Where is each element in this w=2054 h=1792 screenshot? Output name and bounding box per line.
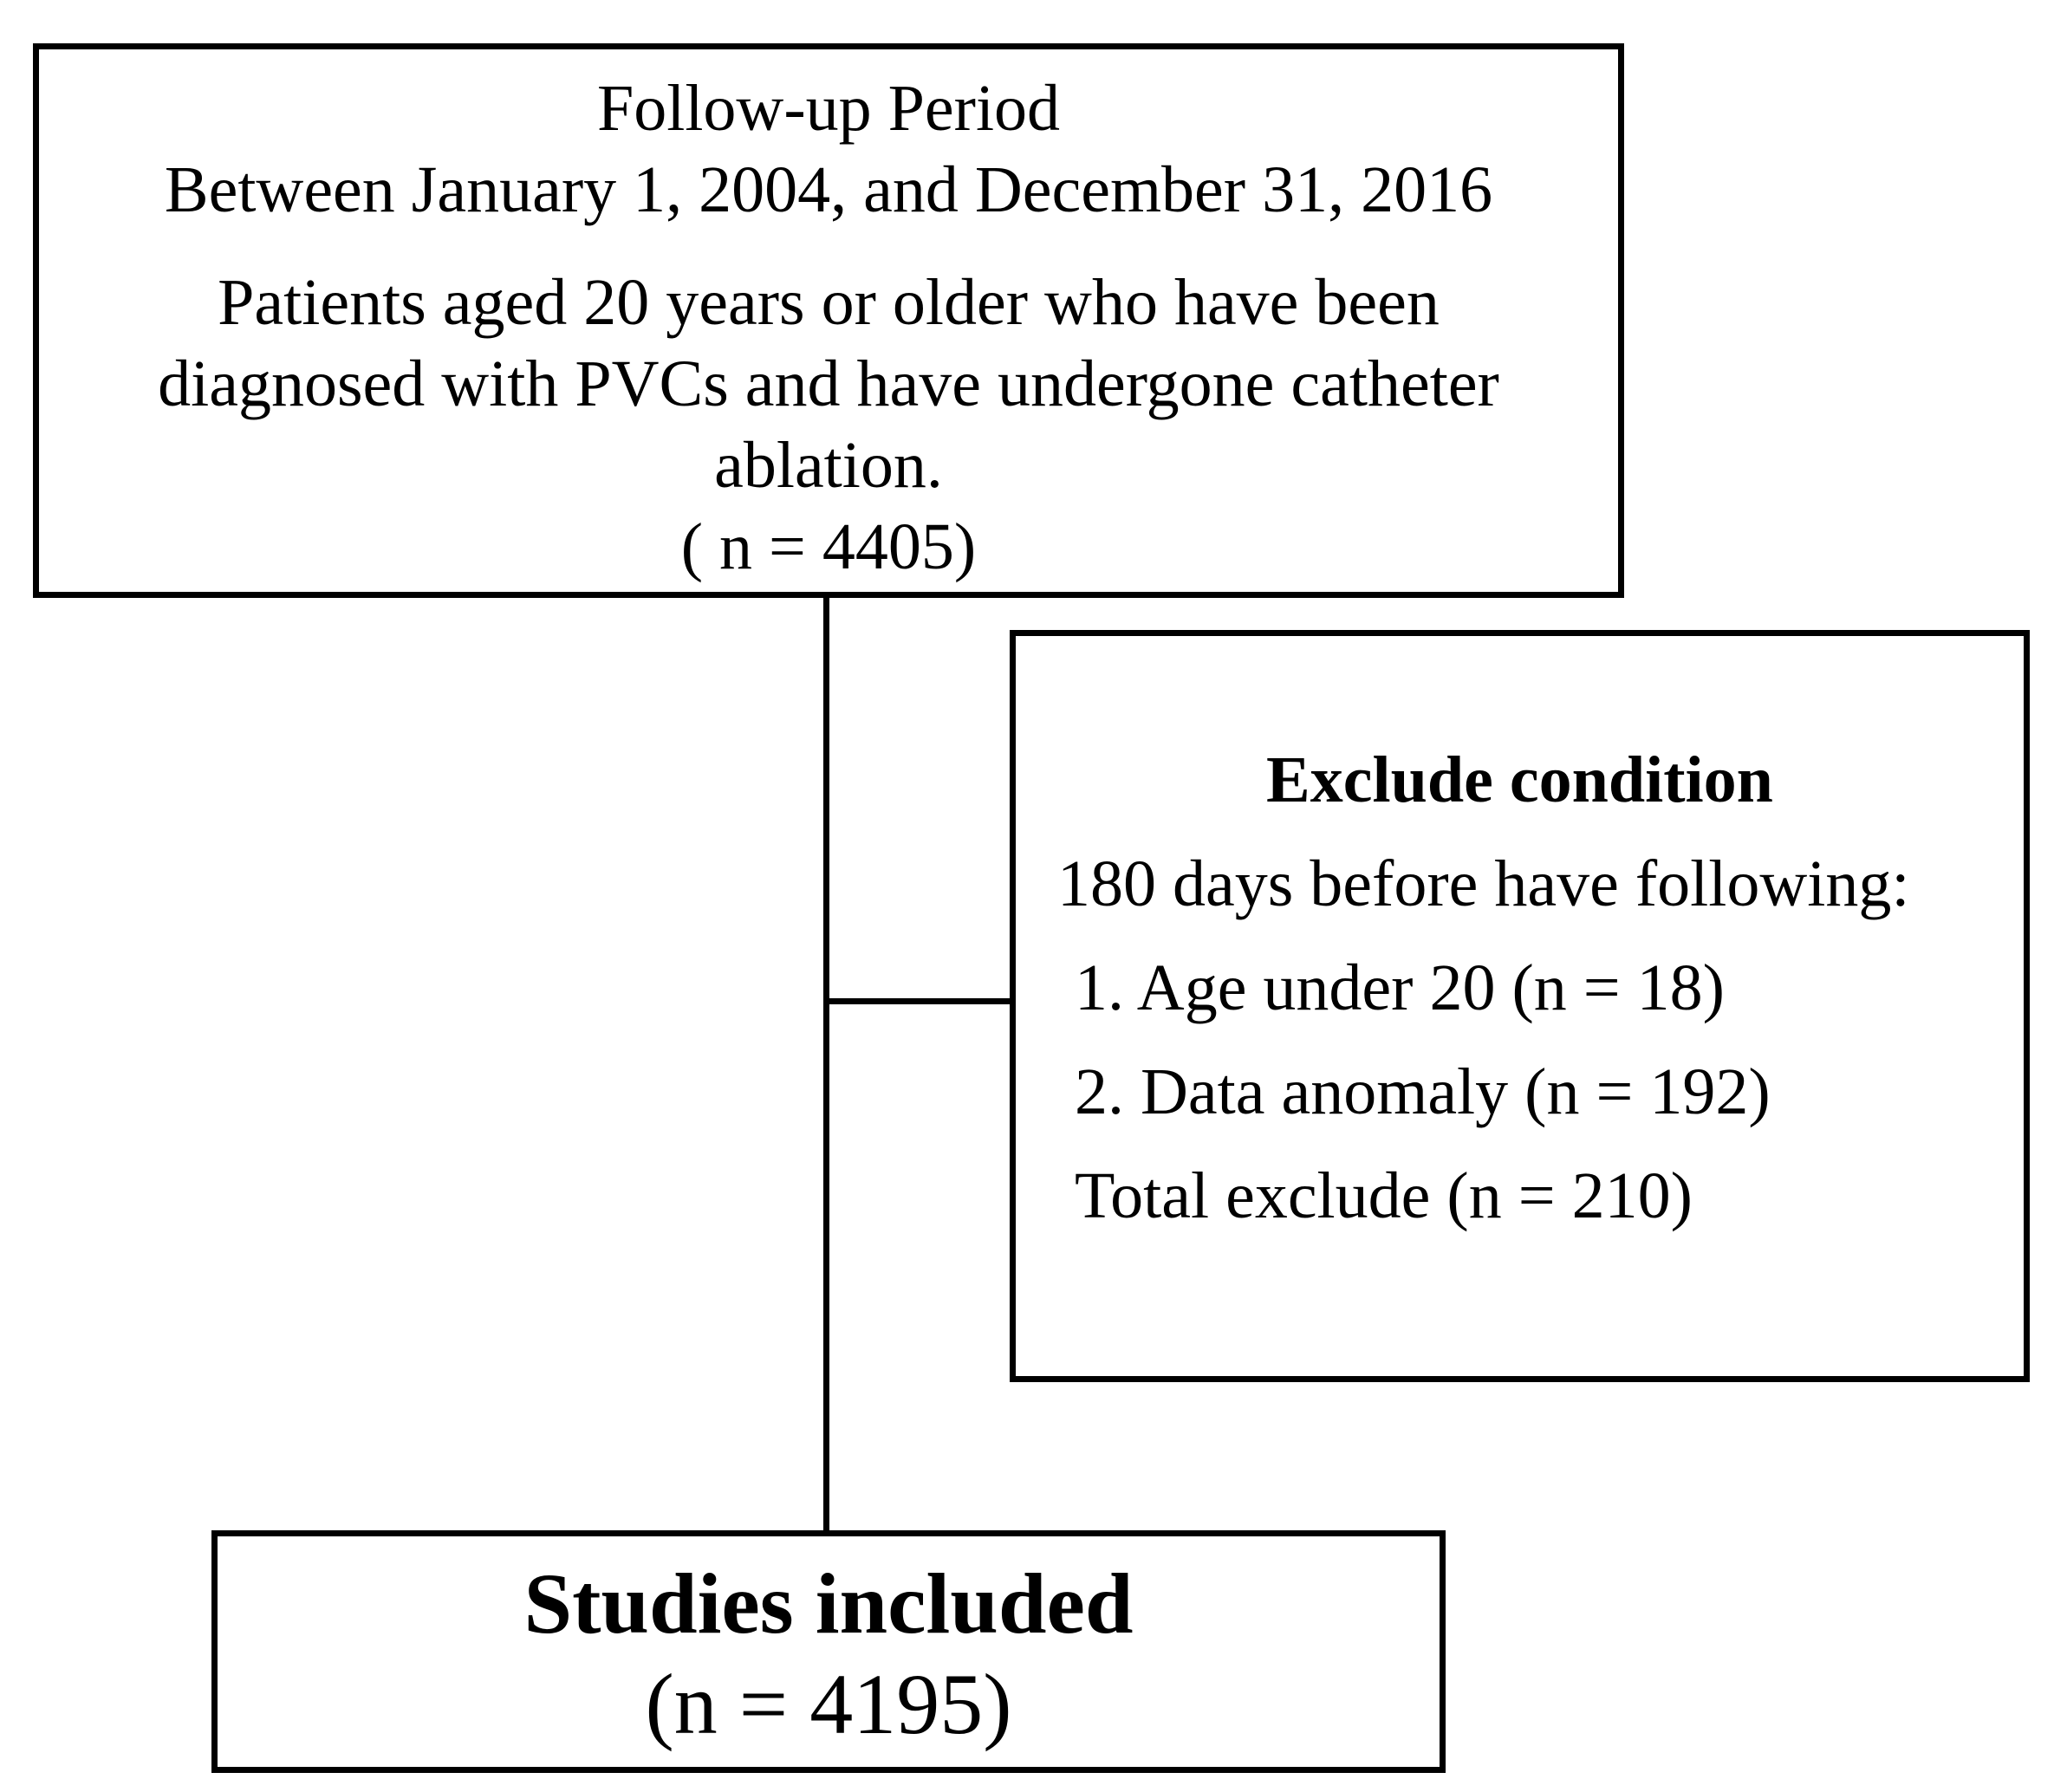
exclusion-box <box>1010 630 2030 1382</box>
follow-up-period-label: Follow-up Period <box>596 72 1061 145</box>
included-count: (n = 4195) <box>645 1656 1012 1752</box>
eligibility-box <box>33 43 1624 598</box>
criteria-text-line2: diagnosed with PVCs and have undergone catheter <box>158 347 1499 420</box>
criteria-text-line3: ablation. <box>714 429 943 502</box>
exclude-subtitle: 180 days before have following: <box>1057 847 1910 920</box>
connector-horizontal <box>823 998 1011 1004</box>
exclude-item-anomaly: 2. Data anomaly (n = 192) <box>1075 1055 1771 1128</box>
criteria-text-line1: Patients aged 20 years or older who have been <box>218 266 1440 339</box>
exclude-total: Total exclude (n = 210) <box>1075 1159 1693 1232</box>
exclude-title: Exclude condition <box>1266 743 1773 816</box>
initial-count: ( n = 4405) <box>680 510 977 583</box>
exclude-item-age: 1. Age under 20 (n = 18) <box>1075 951 1725 1024</box>
date-range-text: Between January 1, 2004, and December 31, 2016 <box>164 153 1493 226</box>
connector-vertical <box>823 596 829 1532</box>
included-title: Studies included <box>523 1555 1134 1652</box>
included-box <box>211 1530 1446 1773</box>
